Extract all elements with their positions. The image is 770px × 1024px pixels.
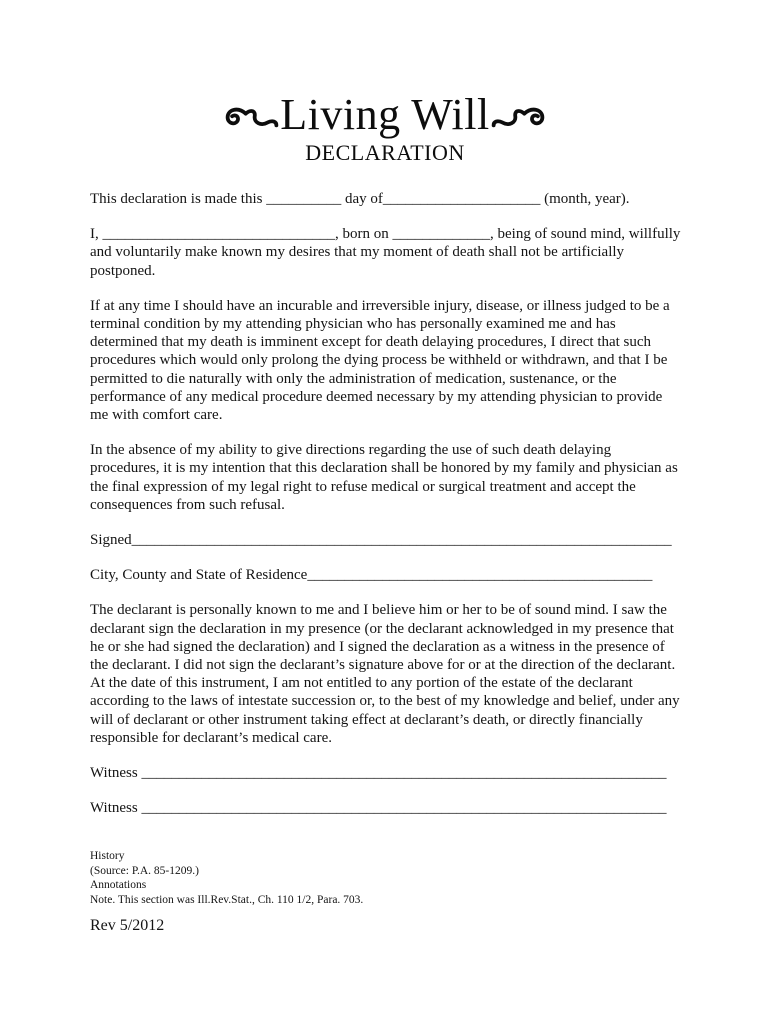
document-header (0, 0, 770, 166)
paragraph-terminal-condition-directive: If at any time I should have an incurable and irreversible injury, disease, or illness judged to be a terminal condition by my attending physician who has personally examined me and has determined that my death is imminent except for death delaying procedures, I direct that such procedures which would only prolong the dying process be withheld or withdrawn, and that I be permitted to die naturally with only the administration of medication, sustenance, or the performance of any medical procedure deemed necessary by my attending physician to provide me with comfort care. (90, 297, 670, 424)
witness-signature-line-1: Witness ______________________________________________________________________ (90, 765, 667, 782)
source-citation: (Source: P.A. 85-1209.) (90, 864, 199, 877)
history-label: History (90, 850, 125, 863)
document-title (0, 92, 770, 138)
revision-label: Rev 5/2012 (90, 917, 165, 935)
paragraph-declarant-identity: I, _______________________________, born on _____________, being of sound mind, willfully and voluntarily make known my desires that my moment of death shall not be artificially postponed. (90, 226, 681, 279)
witness-signature-line-2: Witness ______________________________________________________________________ (90, 800, 667, 817)
document-body (90, 190, 682, 935)
legal-history-block (90, 849, 682, 907)
title-text: Living Will (280, 90, 490, 139)
signed-signature-line: Signed________________________________________________________________________ (90, 532, 672, 549)
paragraph-witness-statement: The declarant is personally known to me and I believe him or her to be of sound mind. I saw the declarant sign the declaration in my presence (or the declarant acknowledged in my presence that he or she had signed the declaration) and I signed the declaration as a witness in the presence of the declarant. I did not sign the declarant’s signature above for or at the direction of the declarant. At the date of this instrument, I am not entitled to any portion of the estate of the declarant according to the laws of intestate succession or, to the best of my knowledge and belief, under any will of declarant or other instrument taking effect at declarant’s death, or directly financially responsible for declarant’s medical care. (90, 602, 680, 746)
annotations-label: Annotations (90, 879, 147, 892)
statute-note: Note. This section was Ill.Rev.Stat., Ch. 110 1/2, Para. 703. (90, 893, 364, 906)
flourish-icon (224, 104, 280, 134)
paragraph-absence-of-ability: In the absence of my ability to give directions regarding the use of such death delaying procedures, it is my intention that this declaration shall be honored by my family and physician as the final expression of my legal right to refuse medical or surgical treatment and accept the consequences from such refusal. (90, 442, 678, 513)
flourish-icon (490, 104, 546, 134)
paragraph-declaration-date: This declaration is made this __________ day of_____________________ (month, year). (90, 191, 630, 207)
residence-line: City, County and State of Residence______________________________________________ (90, 567, 653, 584)
document-subtitle: DECLARATION (305, 140, 465, 165)
